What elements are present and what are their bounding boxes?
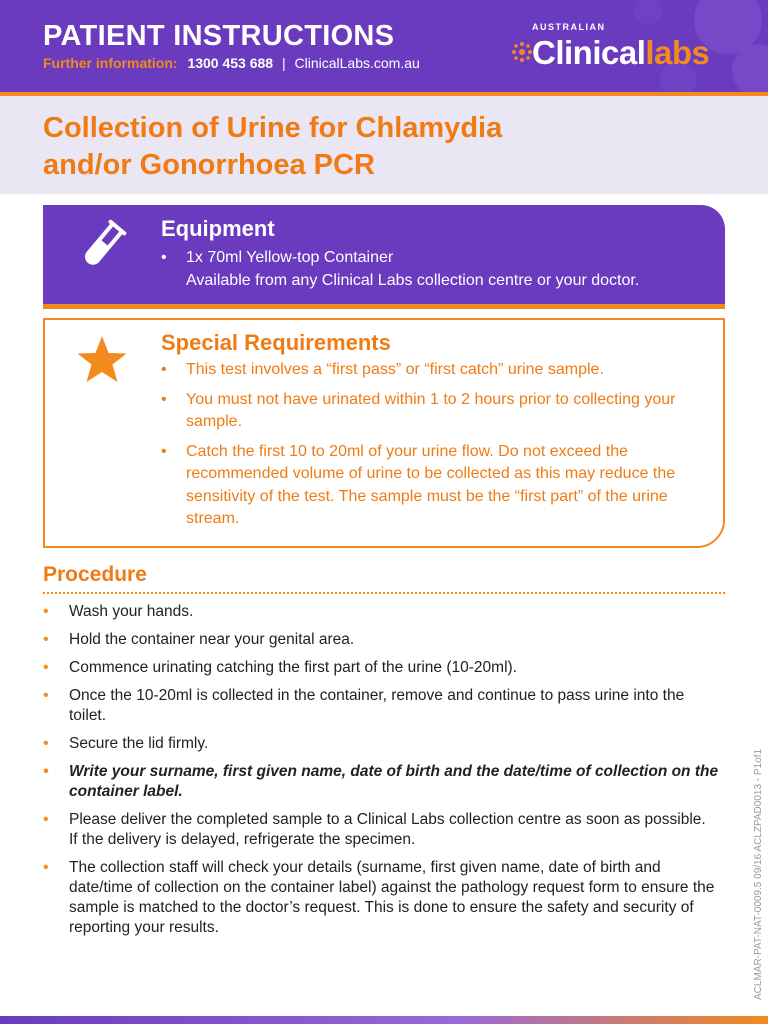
bullet: • xyxy=(43,763,49,780)
procedure-heading: Procedure xyxy=(43,563,147,586)
list-item xyxy=(161,389,701,434)
bullet: • xyxy=(43,687,49,704)
special-requirements-heading: Special Requirements xyxy=(161,330,391,355)
title-line-1: Collection of Urine for Chlamydia xyxy=(43,112,503,144)
test-tube-icon xyxy=(74,218,130,274)
requirement-text: You must not have urinated within 1 to 2 hours prior to collecting your sample. xyxy=(186,390,676,430)
list-item xyxy=(161,441,701,531)
procedure-divider xyxy=(43,592,725,594)
procedure-step: Hold the container near your genital area. xyxy=(69,631,355,648)
bullet: • xyxy=(43,659,49,676)
equipment-list xyxy=(161,246,639,292)
bullet: • xyxy=(161,361,167,378)
title-line-2: and/or Gonorrhoea PCR xyxy=(43,149,375,181)
list-item xyxy=(43,602,723,622)
list-item xyxy=(43,658,723,678)
list-item xyxy=(161,359,701,382)
procedure-step-emphasis: Write your surname, first given name, date of birth and the date/time of collection on the container label. xyxy=(69,763,719,800)
procedure-step-note: If the delivery is delayed, refrigerate the specimen. xyxy=(69,831,416,848)
document-code: ACLMAR-PAT-NAT-0009.5 09/16 ACLZPAD0013 - P1of1 xyxy=(753,748,764,1000)
list-item xyxy=(43,630,723,650)
website-link[interactable]: ClinicalLabs.com.au xyxy=(294,55,420,71)
equipment-availability: Available from any Clinical Labs collection centre or your doctor. xyxy=(186,272,640,289)
logo-small-text: AUSTRALIAN xyxy=(532,22,606,32)
logo-clinical: Clinical xyxy=(532,34,646,71)
bullet: • xyxy=(43,859,49,876)
header-banner xyxy=(0,0,768,92)
bullet: • xyxy=(161,442,167,460)
list-item xyxy=(43,858,723,938)
phone-number[interactable]: 1300 453 688 xyxy=(187,55,274,71)
bullet: • xyxy=(43,603,49,620)
bullet: • xyxy=(43,811,49,828)
contact-info xyxy=(43,55,420,71)
equipment-heading: Equipment xyxy=(161,216,275,241)
bullet: • xyxy=(43,735,49,752)
logo-dots-icon xyxy=(510,40,534,64)
procedure-list xyxy=(43,602,723,946)
procedure-step: The collection staff will check your details (surname, first given name, date of birth and date/time of collection on the container label) against the pathology request form to ensure the sample is matched to the doctor’s request. This is done to ensure the safety and security of reporting your results. xyxy=(69,859,715,936)
separator: | xyxy=(281,55,286,71)
procedure-step: Please deliver the completed sample to a Clinical Labs collection centre as soon as possible. xyxy=(69,811,706,828)
bullet: • xyxy=(161,249,167,266)
procedure-step: Once the 10-20ml is collected in the container, remove and continue to pass urine into the toilet. xyxy=(69,687,685,724)
special-requirements-list xyxy=(161,359,701,538)
star-icon xyxy=(76,334,128,386)
list-item xyxy=(161,246,639,292)
requirement-text: This test involves a “first pass” or “first catch” urine sample. xyxy=(186,361,604,378)
list-item xyxy=(43,734,723,754)
list-item xyxy=(43,810,723,850)
procedure-step: Secure the lid firmly. xyxy=(69,735,209,752)
header-title: PATIENT INSTRUCTIONS xyxy=(43,20,395,52)
logo-main-text xyxy=(532,34,709,72)
bullet: • xyxy=(43,631,49,648)
requirement-text: Catch the first 10 to 20ml of your urine flow. Do not exceed the recommended volume of urine to be collected as this may reduce the sensitivity of the test. The sample must be the “first part” of the urine stream. xyxy=(186,442,676,527)
clinical-labs-logo xyxy=(510,22,740,82)
equipment-item: 1x 70ml Yellow-top Container xyxy=(186,249,394,266)
procedure-step: Commence urinating catching the first part of the urine (10-20ml). xyxy=(69,659,517,676)
page-title xyxy=(43,110,723,184)
footer-bar xyxy=(0,1016,768,1024)
info-label: Further information: xyxy=(43,55,178,71)
list-item xyxy=(43,686,723,726)
logo-labs: labs xyxy=(645,34,710,71)
equipment-underline xyxy=(43,304,725,309)
list-item xyxy=(43,762,723,802)
bullet: • xyxy=(161,390,167,408)
procedure-step: Wash your hands. xyxy=(69,603,194,620)
